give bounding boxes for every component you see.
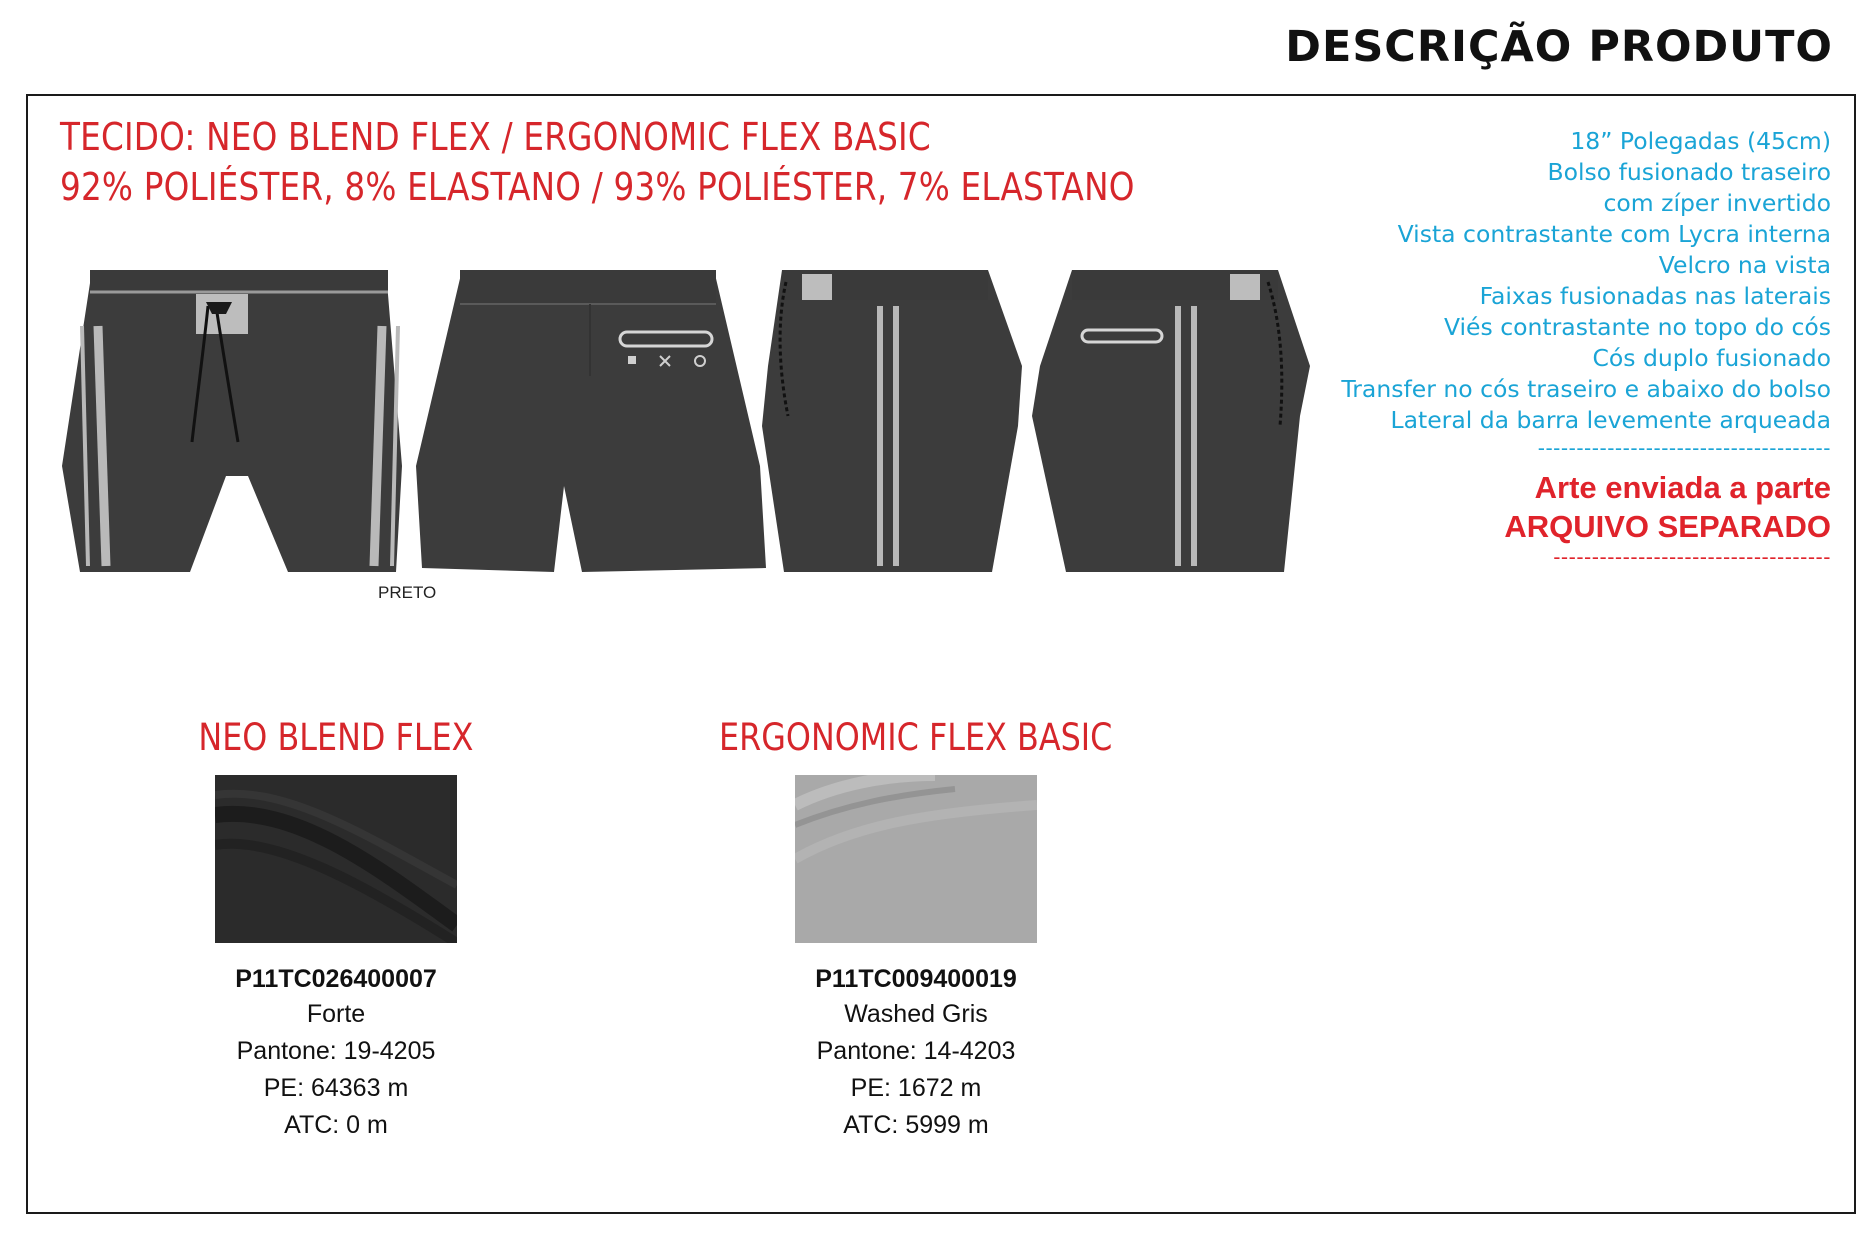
boardshort-side-right-sketch: [1030, 266, 1312, 576]
fabric-name-line: TECIDO: NEO BLEND FLEX / ERGONOMIC FLEX BASIC: [60, 115, 931, 159]
swatch-pantone: Pantone: 14-4203: [816, 1037, 1016, 1065]
color-label: PRETO: [378, 583, 437, 602]
feature-item: Lateral da barra levemente arqueada: [1390, 406, 1831, 434]
dashed-separator: --------------------------------------: [1537, 436, 1831, 460]
swatch-pe: PE: 64363 m: [263, 1074, 409, 1102]
boardshort-side-left-sketch: [762, 266, 1024, 576]
swatch-atc: ATC: 0 m: [284, 1111, 388, 1139]
swatch-title: NEO BLEND FLEX: [198, 716, 474, 759]
swatch-pantone: Pantone: 19-4205: [236, 1037, 436, 1065]
art-note: Arte enviada a parte: [1534, 470, 1831, 505]
feature-item: 18” Polegadas (45cm): [1570, 127, 1831, 155]
swatch-title: ERGONOMIC FLEX BASIC: [719, 716, 1113, 759]
feature-item: Faixas fusionadas nas laterais: [1479, 282, 1831, 310]
feature-item: Transfer no cós traseiro e abaixo do bolso: [1341, 375, 1831, 403]
swatch-code: P11TC009400019: [815, 965, 1017, 993]
feature-item: Velcro na vista: [1658, 251, 1831, 279]
boardshort-front-sketch: [56, 266, 416, 576]
separate-file-note: ARQUIVO SEPARADO: [1504, 509, 1831, 544]
swatch-pe: PE: 1672 m: [850, 1074, 982, 1102]
swatch-code: P11TC026400007: [235, 965, 437, 993]
feature-item: Cós duplo fusionado: [1592, 344, 1831, 372]
fabric-swatch-gray: [795, 775, 1037, 943]
feature-item: Vista contrastante com Lycra interna: [1397, 220, 1831, 248]
fabric-swatch-card: [76, 716, 596, 1144]
feature-item: Bolso fusionado traseiro: [1547, 158, 1831, 186]
boardshort-back-sketch: [414, 266, 766, 576]
swatch-color-name: Washed Gris: [844, 1000, 988, 1028]
fabric-swatch-dark: [215, 775, 457, 943]
swatch-color-name: Forte: [306, 1000, 366, 1028]
swatch-atc: ATC: 5999 m: [843, 1111, 989, 1139]
fabric-swatch-card: [656, 716, 1176, 1144]
feature-item: com zíper invertido: [1603, 189, 1831, 217]
fabric-composition-line: 92% POLIÉSTER, 8% ELASTANO / 93% POLIÉSTER, 7% ELASTANO: [60, 165, 1135, 209]
dashed-separator: ------------------------------------: [1553, 545, 1831, 569]
page-title: DESCRIÇÃO PRODUTO: [1285, 22, 1833, 72]
feature-list: [1341, 126, 1831, 568]
feature-item: Viés contrastante no topo do cós: [1443, 313, 1831, 341]
